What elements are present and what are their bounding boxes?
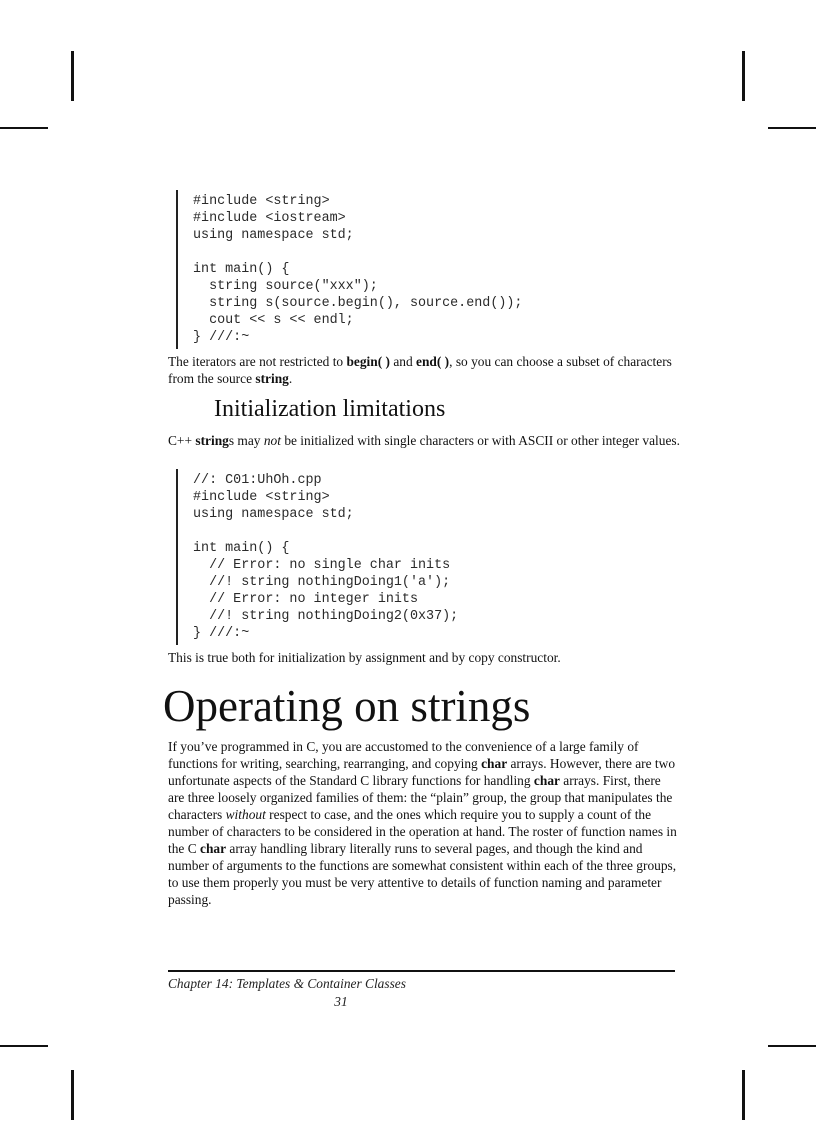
code-line: cout << s << endl; [193,313,354,328]
crop-mark-bottom-left-vertical [71,1070,74,1120]
footer-chapter-title: Chapter 14: Templates & Container Classes [168,976,406,991]
paragraph-initialization: C++ strings may not be initialized with single characters or with ASCII or other integer values. [168,433,680,448]
footer-page-number: 31 [334,994,348,1009]
crop-mark-top-left-horizontal [0,127,48,129]
code-line: } ///:~ [193,330,250,345]
paragraph-iterators: The iterators are not restricted to begin( ) and end( ), so you can choose a subset of characters from the source string. [168,354,672,386]
crop-mark-top-right-vertical [742,51,745,101]
crop-mark-top-right-horizontal [768,127,816,129]
code-line: int main() { [193,262,290,277]
code-line: #include <string> [193,194,330,209]
code-line: // Error: no single char inits [193,558,451,573]
code-block-string-iterators [176,190,736,349]
code-line: int main() { [193,541,290,556]
crop-mark-bottom-left-horizontal [0,1045,48,1047]
code-line: using namespace std; [193,228,354,243]
crop-mark-bottom-right-horizontal [768,1045,816,1047]
code-line: string source("xxx"); [193,279,378,294]
code-line: #include <string> [193,490,330,505]
paragraph-operating-on-strings: If you’ve programmed in C, you are accustomed to the convenience of a large family of functions for writing, searching, rearranging, and copying char arrays. However, there are two unfortunate aspects of the Standard C library functions for handling char arrays. First, there are three loosely organized families of them: the “plain” group, the group that manipulates the characters without respect to case, and the ones which require you to supply a count of the number of characters to be considered in the operation at hand. The roster of function names in the C char array handling library literally runs to several pages, and though the kind and number of arguments to the functions are somewhat consistent within each of the three groups, to use them properly you must be very attentive to details of function naming and parameter passing. [168,739,677,907]
chapter-heading: Operating on strings [163,681,531,731]
code-line: #include <iostream> [193,211,346,226]
paragraph-true-both: This is true both for initialization by assignment and by copy constructor. [168,650,561,665]
code-line [193,244,736,261]
footer-rule [168,970,675,972]
code-line: // Error: no integer inits [193,592,418,607]
code-line: //: C01:UhOh.cpp [193,473,322,488]
crop-mark-bottom-right-vertical [742,1070,745,1120]
code-line: //! string nothingDoing2(0x37); [193,609,459,624]
code-line: string s(source.begin(), source.end()); [193,296,523,311]
code-line: //! string nothingDoing1('a'); [193,575,451,590]
code-line: using namespace std; [193,507,354,522]
code-line: } ///:~ [193,626,250,641]
code-line [193,523,736,540]
crop-mark-top-left-vertical [71,51,74,101]
code-block-uhoh [176,469,736,645]
section-heading: Initialization limitations [214,396,446,422]
